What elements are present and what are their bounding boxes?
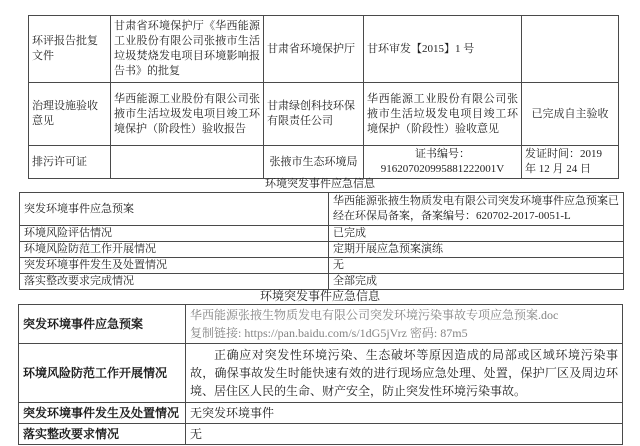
row-label-rectification: 落实整改要求完成情况 (20, 274, 329, 290)
discharge-permit-issue-date: 发证时间：2019 年 12 月 24 日 (522, 146, 619, 179)
incident-handling-status: 无 (329, 258, 624, 274)
row-label-incident-handling-detail: 突发环境事件发生及处置情况 (19, 403, 186, 424)
table-row (19, 344, 623, 403)
row-label-acceptance-opinion: 治理设施验收意见 (29, 83, 111, 146)
acceptance-company: 甘肃绿创科技环保有限责任公司 (264, 83, 364, 146)
acceptance-opinion-title: 华西能源工业股份有限公司张掖市生活垃圾发电项目竣工环境保护（阶段性）验收意见 (364, 83, 522, 146)
risk-assessment-status: 已完成 (329, 226, 624, 242)
risk-prevention-description: 正确应对突发性环境污染、生态破坏等原因造成的局部或区域环境污染事故，确保事故发生时能快速有效的进行现场应急处理、处置，保护厂区及周边环境、居住区人民的生命、财产安全，防止突发性环境污染事故。 (186, 344, 623, 403)
permits-approvals-table (28, 15, 619, 179)
discharge-permit-authority: 张掖市生态环境局 (264, 146, 364, 179)
section-title-emergency-info: 环境突发事件应急信息 (265, 178, 375, 190)
discharge-permit-empty-cell (111, 146, 264, 179)
emergency-plan-document-cell (186, 305, 623, 344)
row-label-rectification-detail: 落实整改要求情况 (19, 424, 186, 445)
emergency-summary-table (19, 192, 624, 290)
incident-handling-detail-status: 无突发环境事件 (186, 403, 623, 424)
emergency-detail-table (18, 304, 623, 445)
table-row (29, 16, 619, 83)
row-label-eia-approval: 环评报告批复文件 (29, 16, 111, 83)
row-label-incident-handling: 突发环境事件发生及处置情况 (20, 258, 329, 274)
eia-approval-document: 甘肃省环境保护厅《华西能源工业股份有限公司张掖市生活垃圾焚烧发电项目环境影响报告书》的批复 (111, 16, 264, 83)
table-row (20, 193, 624, 226)
section-title-emergency-info-detail: 环境突发事件应急信息 (259, 289, 380, 303)
row-label-risk-prevention: 环境风险防范工作开展情况 (20, 242, 329, 258)
table-row (20, 274, 624, 290)
row-label-emergency-plan: 突发环境事件应急预案 (20, 193, 329, 226)
table-row (19, 305, 623, 344)
certificate-number-label: 证书编号： (415, 148, 470, 160)
certificate-number-value: 916207020995881222001V (380, 163, 505, 175)
row-label-risk-prevention-detail: 环境风险防范工作开展情况 (19, 344, 186, 403)
row-label-discharge-permit: 排污许可证 (29, 146, 111, 179)
discharge-permit-certificate (364, 146, 522, 179)
acceptance-status: 已完成自主验收 (522, 83, 619, 146)
table-row (20, 242, 624, 258)
table-row (29, 146, 619, 179)
table-row (29, 83, 619, 146)
risk-prevention-status: 定期开展应急预案演练 (329, 242, 624, 258)
row-label-emergency-plan-detail: 突发环境事件应急预案 (19, 305, 186, 344)
table-row (19, 424, 623, 445)
table-row (20, 226, 624, 242)
emergency-plan-share-link[interactable]: 复制链接: https://pan.baidu.com/s/1dG5jVrz 密码: 87m5 (190, 326, 468, 340)
eia-approval-authority: 甘肃省环境保护厅 (264, 16, 364, 83)
eia-approval-number: 甘环审发【2015】1 号 (364, 16, 522, 83)
eia-approval-empty-cell (522, 16, 619, 83)
row-label-risk-assessment: 环境风险评估情况 (20, 226, 329, 242)
acceptance-report-title: 华西能源工业股份有限公司张掖市生活垃圾发电项目竣工环境保护（阶段性）验收报告 (111, 83, 264, 146)
emergency-plan-filing-info: 华西能源张掖生物质发电有限公司突发环境事件应急预案已经在环保局备案，备案编号：620702-2017-0051-L (329, 193, 624, 226)
table-row (19, 403, 623, 424)
rectification-status: 全部完成 (329, 274, 624, 290)
emergency-plan-doc-name: 华西能源张掖生物质发电有限公司突发环境污染事故专项应急预案.doc (190, 308, 559, 322)
table-row (20, 258, 624, 274)
rectification-detail-status: 无 (186, 424, 623, 445)
